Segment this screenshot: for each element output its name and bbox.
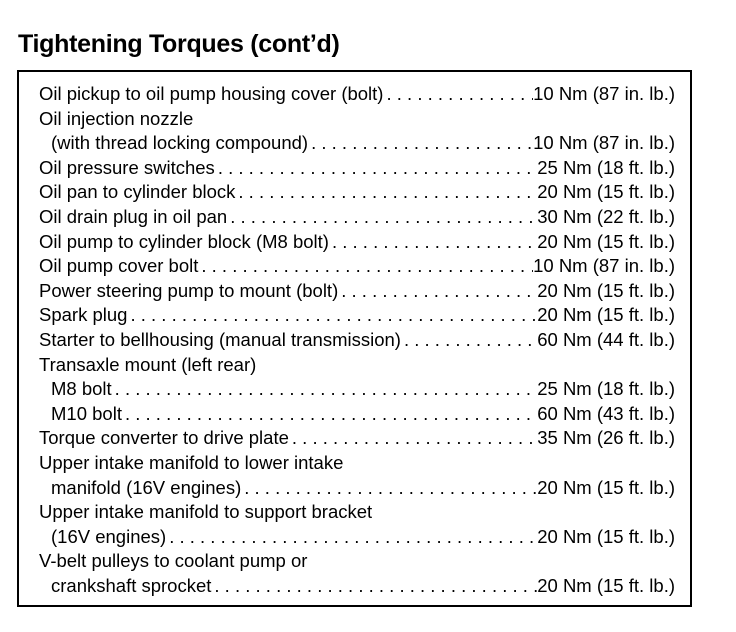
table-row: [39, 254, 675, 279]
table-row: [39, 525, 675, 550]
torque-rows: [39, 82, 675, 598]
table-row: [39, 574, 675, 599]
row-value: 20 Nm (15 ft. lb.): [537, 181, 675, 203]
row-value: 60 Nm (43 ft. lb.): [537, 402, 675, 424]
row-label: Oil drain plug in oil pan: [39, 205, 228, 227]
table-row: [39, 303, 675, 328]
table-row: [39, 426, 675, 451]
row-label: Power steering pump to mount (bolt): [39, 279, 339, 301]
row-label: Oil pickup to oil pump housing cover (bolt): [39, 83, 384, 104]
table-row: [39, 180, 675, 205]
table-row: [39, 230, 675, 255]
table-row: [39, 377, 675, 402]
dot-leader: [308, 131, 533, 156]
row-value: 30 Nm (22 ft. lb.): [537, 205, 675, 227]
dot-leader: [241, 476, 537, 501]
table-row: [39, 451, 675, 476]
dot-leader: [235, 180, 537, 205]
dot-leader: [211, 574, 537, 599]
row-value: 20 Nm (15 ft. lb.): [537, 279, 675, 301]
row-label: Upper intake manifold to support bracket: [39, 501, 373, 523]
table-row: [39, 107, 675, 132]
table-row: [39, 82, 675, 107]
dot-leader: [112, 377, 538, 402]
row-value: 60 Nm (44 ft. lb.): [537, 328, 675, 350]
row-label: M8 bolt: [51, 378, 112, 400]
row-value: 10 Nm (87 in. lb.): [533, 83, 675, 104]
table-row: [39, 205, 675, 230]
row-value: 20 Nm (15 ft. lb.): [537, 304, 675, 326]
row-value: 25 Nm (18 ft. lb.): [537, 156, 675, 178]
row-value: 35 Nm (26 ft. lb.): [537, 427, 675, 449]
row-value: 20 Nm (15 ft. lb.): [537, 230, 675, 252]
table-row: [39, 131, 675, 156]
row-value: 20 Nm (15 ft. lb.): [537, 574, 675, 596]
table-row: [39, 402, 675, 427]
row-value: 10 Nm (87 in. lb.): [533, 132, 675, 154]
row-label: Oil pan to cylinder block: [39, 181, 236, 203]
dot-leader: [166, 525, 537, 550]
row-label: Starter to bellhousing (manual transmission): [39, 328, 401, 350]
dot-leader: [338, 279, 537, 304]
table-row: [39, 353, 675, 378]
row-value: 20 Nm (15 ft. lb.): [537, 476, 675, 498]
table-row: [39, 500, 675, 525]
dot-leader: [383, 82, 533, 107]
torque-table: [17, 70, 692, 607]
row-label: V-belt pulleys to coolant pump or: [39, 550, 308, 572]
dot-leader: [122, 402, 537, 427]
page-title: Tightening Torques (cont’d): [18, 30, 340, 58]
row-label: crankshaft sprocket: [51, 574, 212, 596]
dot-leader: [289, 426, 537, 451]
table-row: [39, 328, 675, 353]
table-row: [39, 549, 675, 574]
row-value: 20 Nm (15 ft. lb.): [537, 525, 675, 547]
row-label: Upper intake manifold to lower intake: [39, 451, 344, 473]
row-label: Torque converter to drive plate: [39, 427, 289, 449]
row-value: 25 Nm (18 ft. lb.): [537, 378, 675, 400]
row-label: Oil pump to cylinder block (M8 bolt): [39, 230, 329, 252]
row-label: manifold (16V engines): [51, 476, 242, 498]
row-label: Oil pressure switches: [39, 156, 215, 178]
dot-leader: [329, 230, 537, 255]
row-label: Oil injection nozzle: [39, 107, 194, 129]
row-label: Oil pump cover bolt: [39, 255, 199, 277]
dot-leader: [401, 328, 537, 353]
table-row: [39, 279, 675, 304]
row-label: (16V engines): [51, 525, 167, 547]
row-label: Transaxle mount (left rear): [39, 353, 257, 375]
dot-leader: [215, 156, 537, 181]
row-label: M10 bolt: [51, 402, 122, 424]
dot-leader: [127, 303, 537, 328]
row-label: (with thread locking compound): [51, 132, 309, 154]
row-value: 10 Nm (87 in. lb.): [533, 255, 675, 277]
row-label: Spark plug: [39, 304, 128, 326]
table-row: [39, 476, 675, 501]
dot-leader: [227, 205, 537, 230]
table-row: [39, 156, 675, 181]
dot-leader: [198, 254, 533, 279]
